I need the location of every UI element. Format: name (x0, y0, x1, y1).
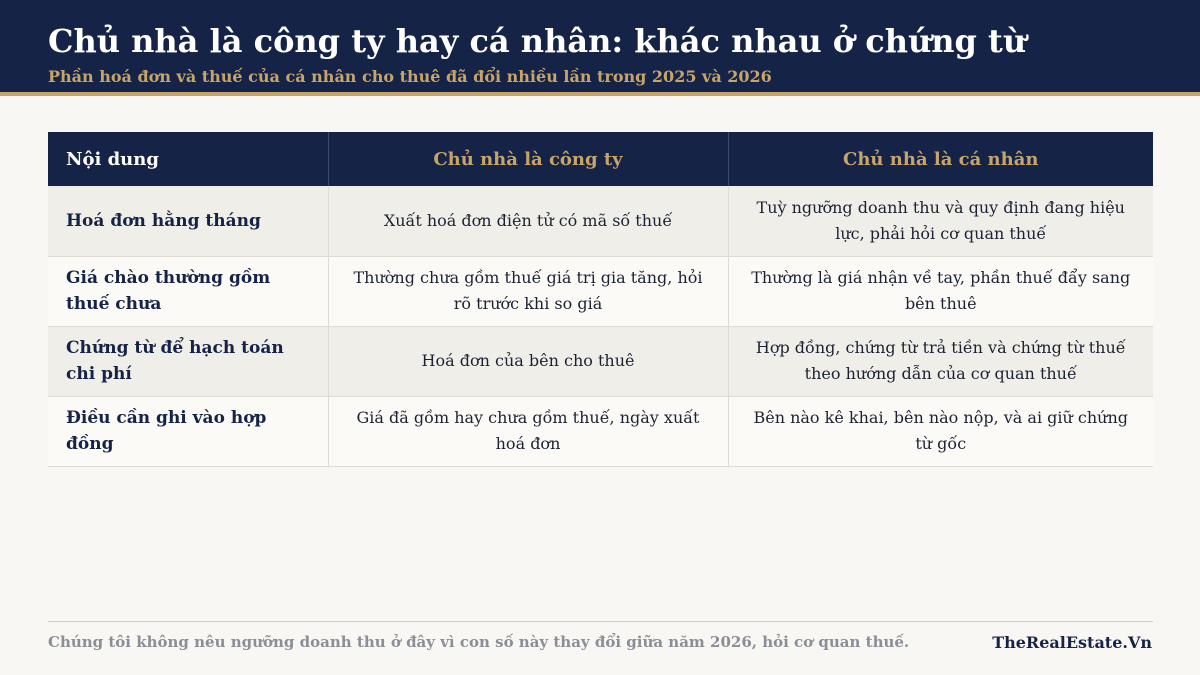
table-header-row (48, 132, 1153, 186)
comparison-table (48, 132, 1153, 467)
cell-individual: Hợp đồng, chứng từ trả tiền và chứng từ thuế theo hướng dẫn của cơ quan thuế (728, 326, 1153, 396)
brand-name: TheRealEstate.Vn (992, 633, 1152, 652)
table-row (48, 186, 1153, 256)
table-row (48, 396, 1153, 466)
cell-individual: Thường là giá nhận về tay, phần thuế đẩy sang bên thuê (728, 256, 1153, 326)
row-label: Giá chào thường gồm thuế chưa (48, 256, 328, 326)
cell-company: Giá đã gồm hay chưa gồm thuế, ngày xuất hoá đơn (328, 396, 728, 466)
table-header (48, 132, 1153, 186)
column-header-individual: Chủ nhà là cá nhân (728, 132, 1153, 186)
page-subtitle: Phần hoá đơn và thuế của cá nhân cho thuê đã đổi nhiều lần trong 2025 và 2026 (48, 67, 772, 86)
column-header-company: Chủ nhà là công ty (328, 132, 728, 186)
footnote: Chúng tôi không nêu ngưỡng doanh thu ở đây vì con số này thay đổi giữa năm 2026, hỏi cơ quan thuế. (48, 633, 910, 651)
table-row (48, 326, 1153, 396)
header-banner (0, 0, 1200, 96)
row-label: Điều cần ghi vào hợp đồng (48, 396, 328, 466)
row-label: Chứng từ để hạch toán chi phí (48, 326, 328, 396)
table-body (48, 186, 1153, 466)
cell-company: Xuất hoá đơn điện tử có mã số thuế (328, 186, 728, 256)
row-label: Hoá đơn hằng tháng (48, 186, 328, 256)
column-header-content: Nội dung (48, 132, 328, 186)
cell-individual: Bên nào kê khai, bên nào nộp, và ai giữ chứng từ gốc (728, 396, 1153, 466)
page-title: Chủ nhà là công ty hay cá nhân: khác nhau ở chứng từ (48, 22, 1027, 60)
cell-company: Thường chưa gồm thuế giá trị gia tăng, hỏi rõ trước khi so giá (328, 256, 728, 326)
cell-company: Hoá đơn của bên cho thuê (328, 326, 728, 396)
footer-divider (48, 621, 1153, 622)
cell-individual: Tuỳ ngưỡng doanh thu và quy định đang hiệu lực, phải hỏi cơ quan thuế (728, 186, 1153, 256)
table-row (48, 256, 1153, 326)
